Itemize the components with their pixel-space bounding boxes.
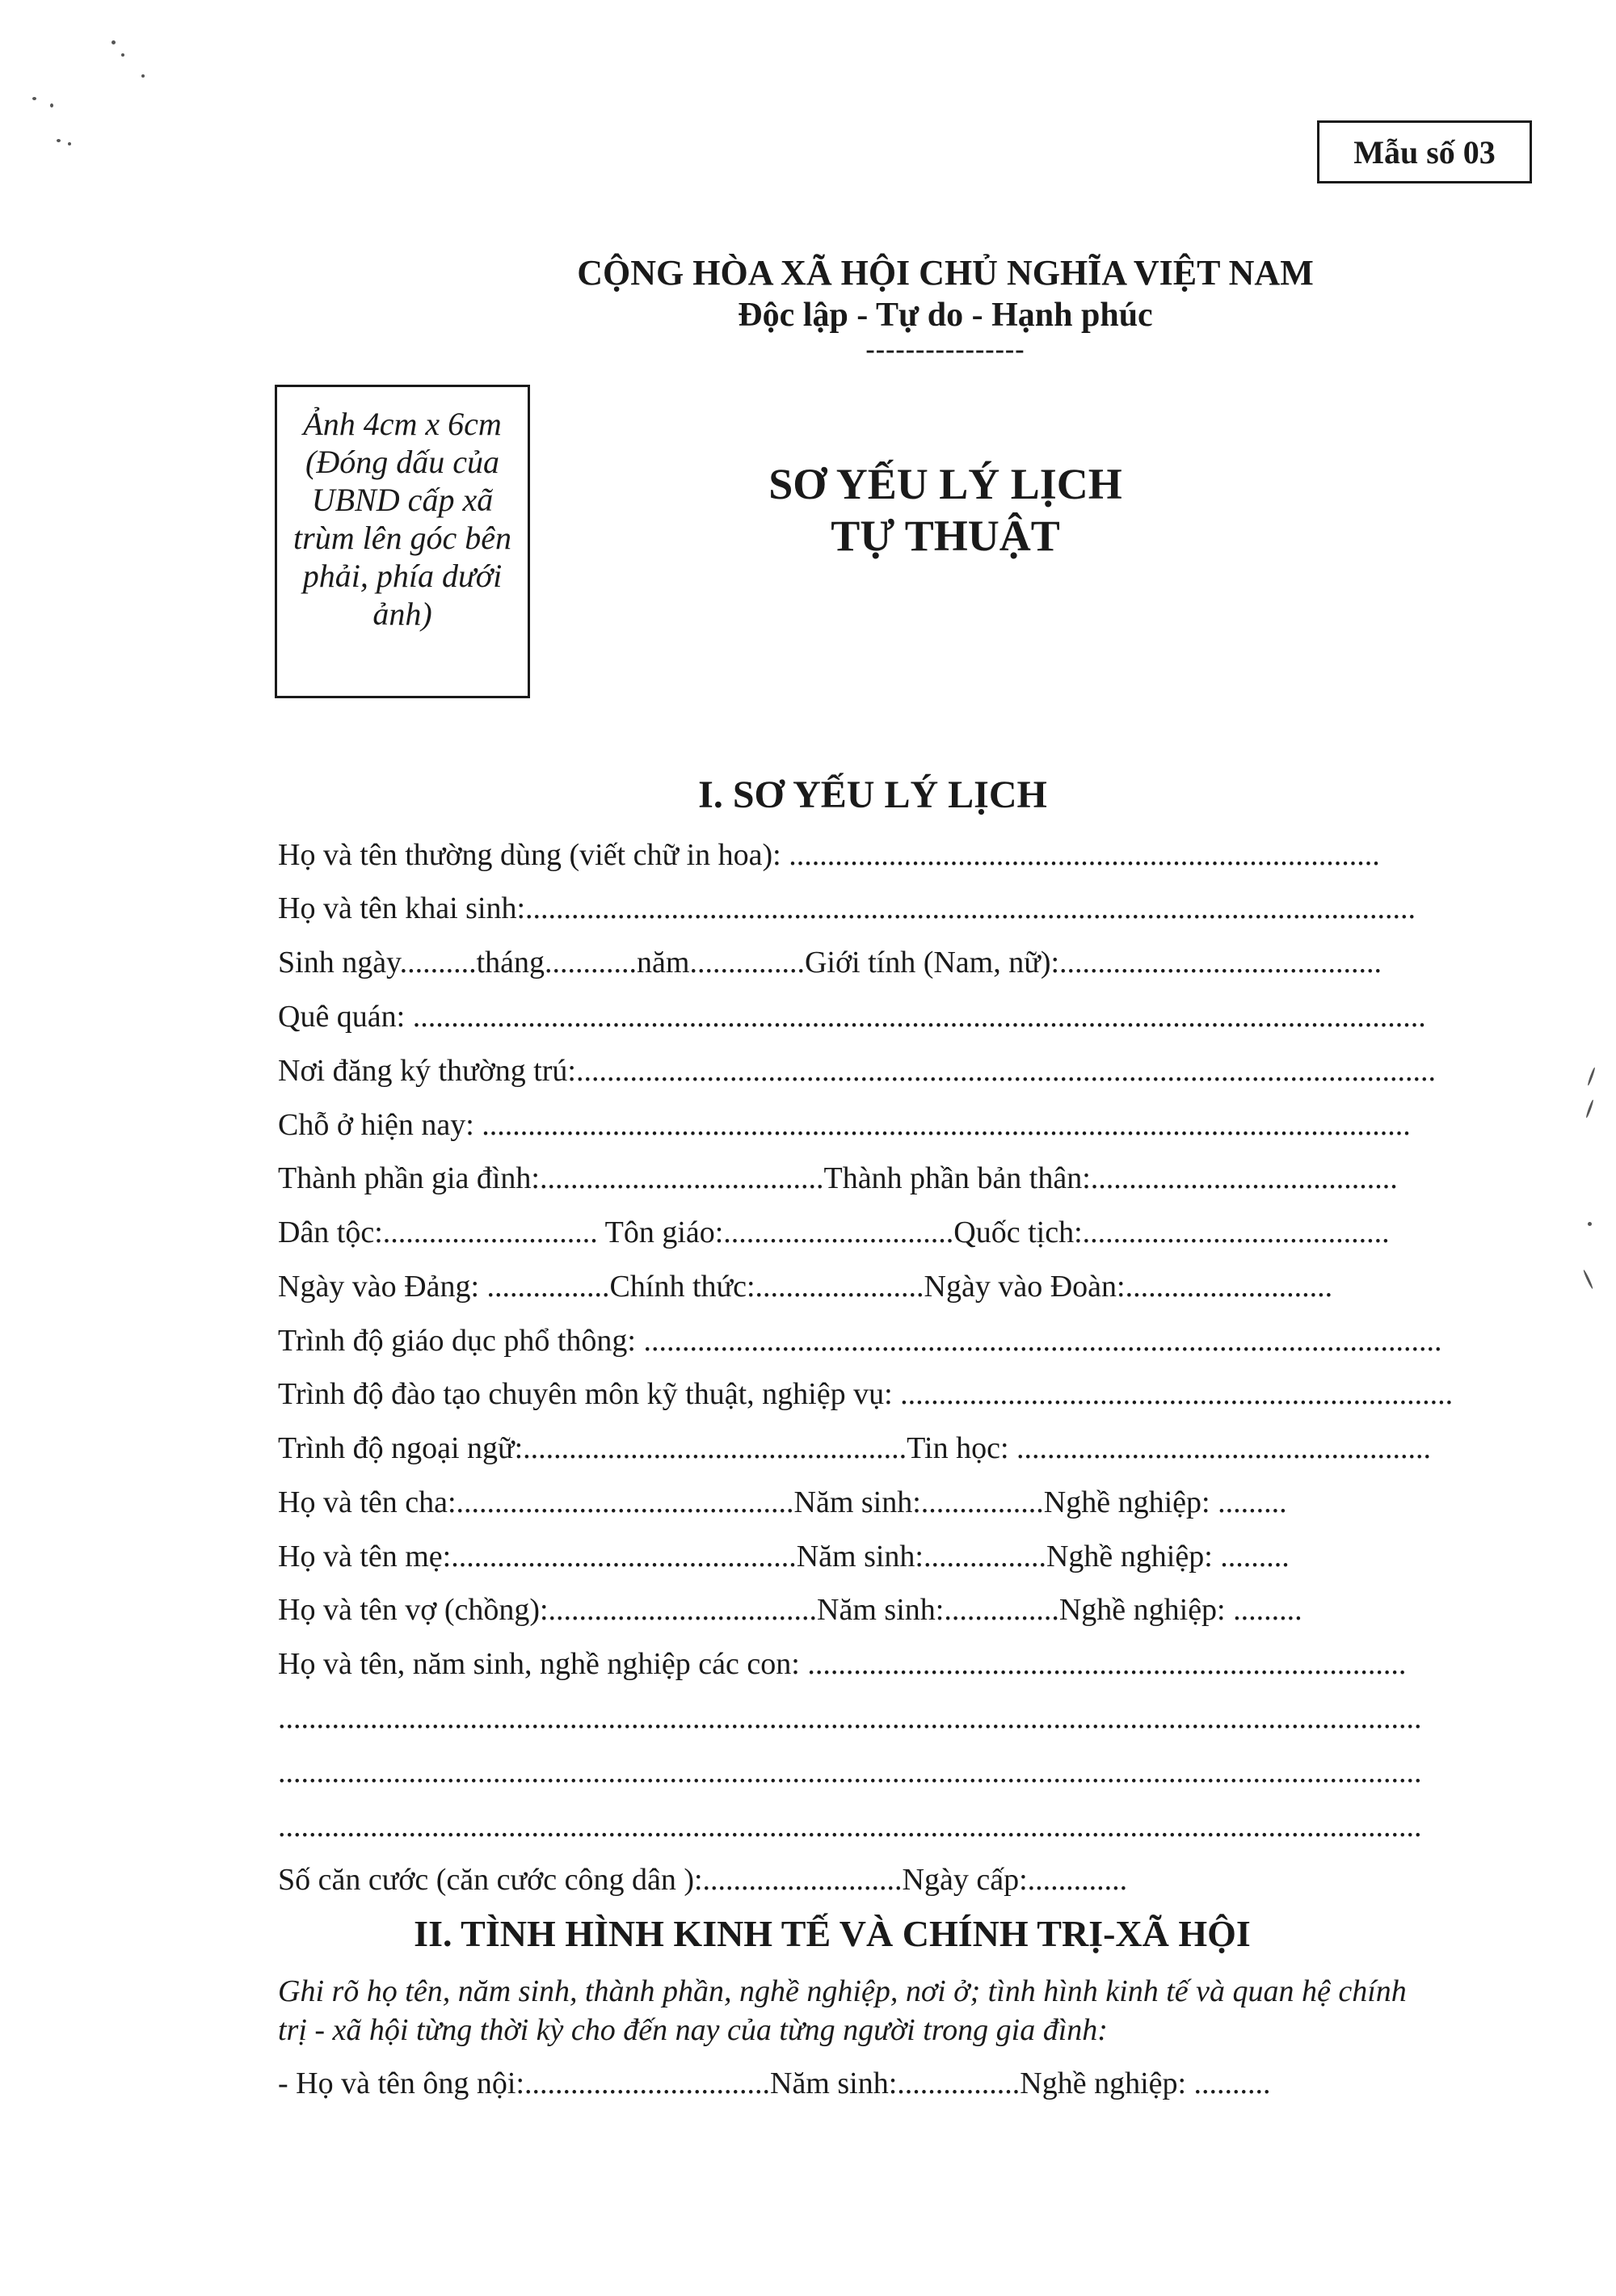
section-2-instruction [278,1972,1490,2050]
field-paternal-grandfather[interactable]: - Họ và tên ông nội:................................Năm sinh:................Nghề nghiệp: .......... [278,2066,1271,2100]
field-current-address[interactable]: Chỗ ở hiện nay: ......................................................................................................................... [278,1108,1411,1142]
document-title: SƠ YẾU LÝ LỊCH [768,460,1122,508]
field-professional-training[interactable]: Trình độ đào tạo chuyên môn kỹ thuật, nghiệp vụ: ........................................................................ [278,1377,1454,1411]
scan-speck [1583,1270,1594,1290]
field-children-line[interactable]: ..................................................................................................................................................... [278,1701,1422,1735]
field-family-class[interactable]: Thành phần gia đình:.....................................Thành phần bản thân:........................................ [278,1161,1398,1195]
scan-speck [32,97,36,100]
field-children-line[interactable]: ..................................................................................................................................................... [278,1809,1422,1843]
scan-speck [112,40,116,44]
photo-note-line: phải, phía dưới [302,558,503,594]
photo-placeholder [275,385,530,698]
instruction-line: trị - xã hội từng thời kỳ cho đến nay của từng người trong gia đình: [278,2013,1108,2047]
field-father[interactable]: Họ và tên cha:............................................Năm sinh:................Nghề nghiệp: ......... [278,1485,1287,1519]
photo-note-line: Ảnh 4cm x 6cm [303,406,502,442]
scan-speck [141,74,145,78]
field-ethnicity-religion[interactable]: Dân tộc:............................ Tôn giáo:..............................Quốc tịch:........................................ [278,1215,1390,1249]
field-spouse[interactable]: Họ và tên vợ (chồng):...................................Năm sinh:...............Nghề nghiệp: ......... [278,1593,1302,1627]
scan-speck [68,142,71,145]
field-birth-date-gender[interactable]: Sinh ngày..........tháng............năm...............Giới tính (Nam, nữ):.......................................... [278,946,1382,979]
photo-note-line: (Đóng dấu của [305,444,499,480]
field-hometown[interactable]: Quê quán: .................................................................................................................................... [278,1000,1426,1034]
field-party-dates[interactable]: Ngày vào Đảng: ................Chính thức:......................Ngày vào Đoàn:........................... [278,1270,1333,1304]
photo-note-line: UBND cấp xã [311,482,494,518]
field-birth-name[interactable]: Họ và tên khai sinh:.................................................................................................................... [278,891,1416,925]
field-children-line[interactable]: ..................................................................................................................................................... [278,1755,1422,1789]
field-general-education[interactable]: Trình độ giáo dục phổ thông: ........................................................................................................ [278,1324,1442,1358]
national-motto: Độc lập - Tự do - Hạnh phúc [738,297,1153,334]
scan-speck [1587,1067,1596,1086]
country-name: CỘNG HÒA XÃ HỘI CHỦ NGHĨA VIỆT NAM [577,253,1314,293]
instruction-line: Ghi rõ họ tên, năm sinh, thành phần, nghề nghiệp, nơi ở; tình hình kinh tế và quan hệ chính [278,1974,1407,2008]
document-subtitle: TỰ THUẬT [831,512,1060,560]
field-id-number[interactable]: Số căn cước (căn cước công dân ):..........................Ngày cấp:............. [278,1863,1128,1897]
header-divider: ---------------- [865,335,1025,364]
form-number: Mẫu số 03 [1353,133,1496,171]
photo-note-line: ảnh) [372,596,432,632]
scan-speck [1585,1099,1594,1119]
scan-speck [50,103,53,107]
scan-speck [1588,1222,1592,1226]
field-permanent-residence[interactable]: Nơi đăng ký thường trú:................................................................................................................ [278,1054,1436,1088]
section-2-heading: II. TÌNH HÌNH KINH TẾ VÀ CHÍNH TRỊ-XÃ HỘI [414,1913,1251,1954]
field-common-name[interactable]: Họ và tên thường dùng (viết chữ in hoa): ............................................................................. [278,838,1380,872]
field-children[interactable]: Họ và tên, năm sinh, nghề nghiệp các con: .............................................................................. [278,1647,1407,1681]
form-number-badge [1317,120,1532,183]
scan-speck [57,139,61,142]
section-1-heading: I. SƠ YẾU LÝ LỊCH [698,773,1047,816]
field-mother[interactable]: Họ và tên mẹ:.............................................Năm sinh:................Nghề nghiệp: ......... [278,1540,1290,1573]
photo-note-line: trùm lên góc bên [293,520,511,556]
field-language-it[interactable]: Trình độ ngoại ngữ:..................................................Tin học: ...................................................... [278,1431,1432,1465]
scan-speck [121,53,124,57]
